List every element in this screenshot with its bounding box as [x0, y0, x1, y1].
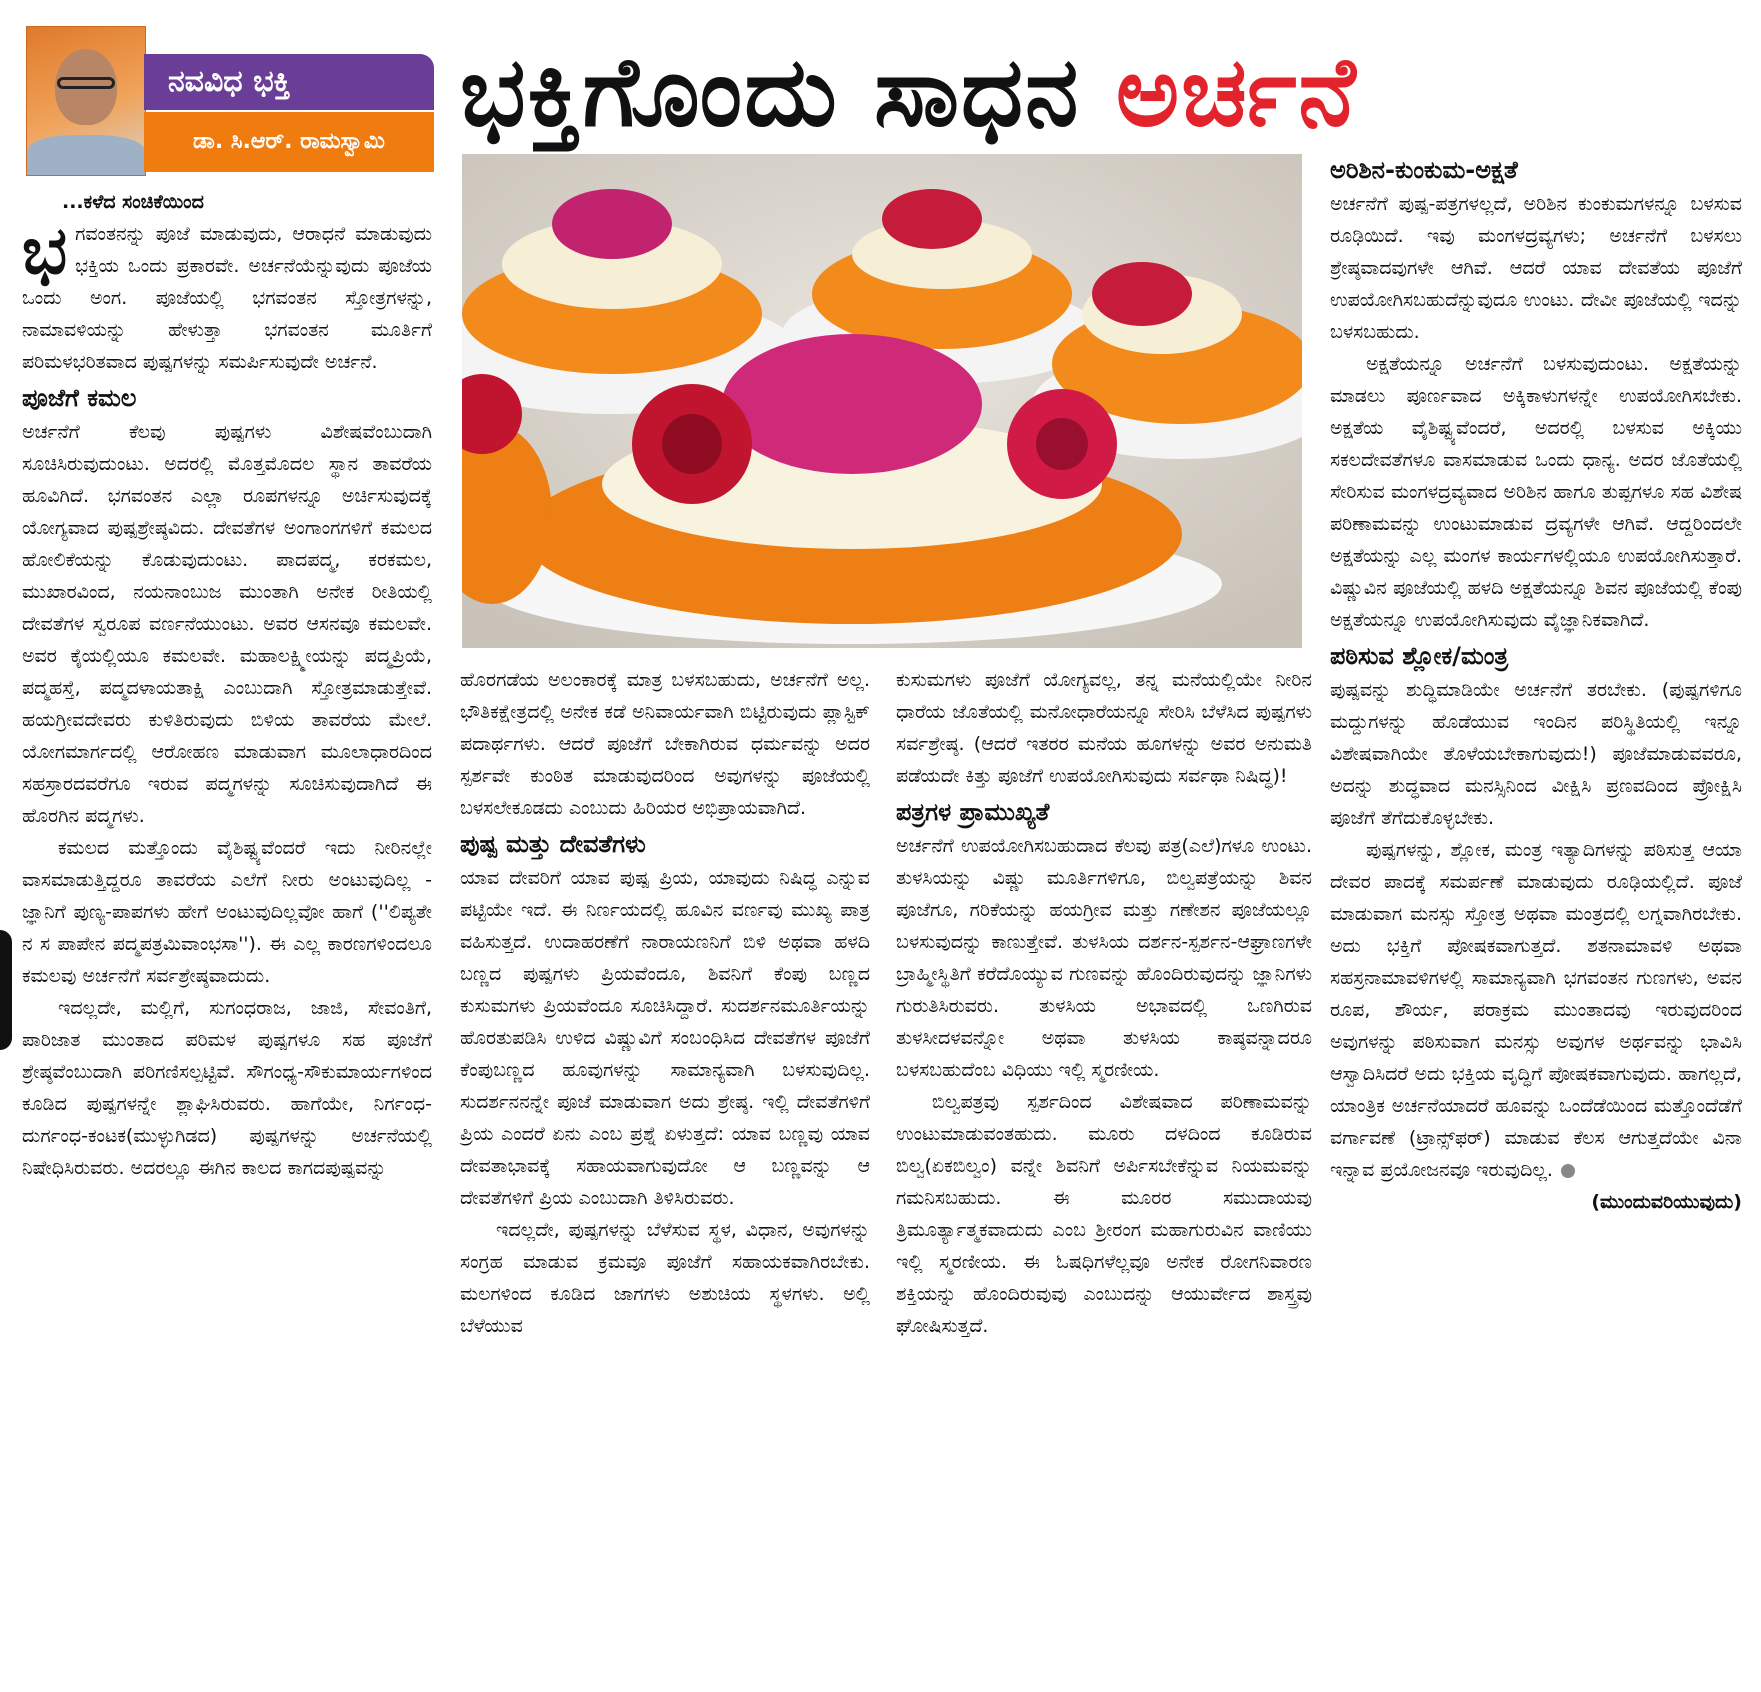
end-of-article-dot [1561, 1164, 1575, 1178]
section-heading: ಪತ್ರಗಳ ಪ್ರಾಮುಖ್ಯತೆ [896, 798, 1050, 826]
article-header [0, 0, 1761, 160]
paragraph: ಇದಲ್ಲದೇ, ಪುಷ್ಪಗಳನ್ನು ಬೆಳೆಸುವ ಸ್ಥಳ, ವಿಧಾನ, ಅವುಗಳನ್ನು ಸಂಗ್ರಹ ಮಾಡುವ ಕ್ರಮವೂ ಪೂಜೆಗೆ ಸಹಾಯಕವಾಗಿರಬೇಕು. ಮಲಗಳಿಂದ ಕೂಡಿದ ಜಾಗಗಳು ಅಶುಚಿಯ ಸ್ಥಳಗಳು. ಅಲ್ಲಿ ಬೆಳೆಯುವ [460, 1219, 870, 1337]
paragraph: ಇದಲ್ಲದೇ, ಮಲ್ಲಿಗೆ, ಸುಗಂಧರಾಜ, ಜಾಜಿ, ಸೇವಂತಿಗೆ, ಪಾರಿಜಾತ ಮುಂತಾದ ಪರಿಮಳ ಪುಷ್ಪಗಳೂ ಸಹ ಪೂಜೆಗೆ ಶ್ರೇಷ್ಠವೆಂಬುದಾಗಿ ಪರಿಗಣಿಸಲ್ಪಟ್ಟಿವೆ. ಸೌಗಂಧ್ಯ-ಸೌಕುಮಾರ್ಯಗಳಿಂದ ಕೂಡಿದ ಪುಷ್ಪಗಳನ್ನೇ ಶ್ಲಾಘಿಸಿರುವರು. ಹಾಗೆಯೇ, ನಿರ್ಗಂಧ-ದುರ್ಗಂಧ-ಕಂಟಕ(ಮುಳ್ಳುಗಿಡದ) ಪುಷ್ಪಗಳನ್ನು ಅರ್ಚನೆಯಲ್ಲಿ ನಿಷೇಧಿಸಿರುವರು. ಅದರಲ್ಲೂ ಈಗಿನ ಕಾಲದ ಕಾಗದಪುಷ್ಪವನ್ನು [22, 997, 432, 1179]
paragraph: ಅರ್ಚನೆಗೆ ಕೆಲವು ಪುಷ್ಪಗಳು ವಿಶೇಷವೆಂಬುದಾಗಿ ಸೂಚಿಸಿರುವುದುಂಟು. ಅದರಲ್ಲಿ ಮೊತ್ತಮೊದಲ ಸ್ಥಾನ ತಾವರೆಯ ಹೂವಿಗಿದೆ. ಭಗವಂತನ ಎಲ್ಲಾ ರೂಪಗಳನ್ನೂ ಅರ್ಚಿಸುವುದಕ್ಕೆ ಯೋಗ್ಯವಾದ ಪುಷ್ಪಶ್ರೇಷ್ಠವಿದು. ದೇವತೆಗಳ ಅಂಗಾಂಗಗಳಿಗೆ ಕಮಲದ ಹೋಲಿಕೆಯನ್ನು ಕೊಡುವುದುಂಟು. ಪಾದಪದ್ಮ, ಕರಕಮಲ, ಮುಖಾರವಿಂದ, ನಯನಾಂಬುಜ ಮುಂತಾಗಿ ಅನೇಕ ರೀತಿಯಲ್ಲಿ ದೇವತೆಗಳ ಸ್ವರೂಪ ವರ್ಣನೆಯುಂಟು. ಅವರ ಆಸನವೂ ಕಮಲವೇ. ಅವರ ಕೈಯಲ್ಲಿಯೂ ಕಮಲವೇ. ಮಹಾಲಕ್ಷ್ಮೀಯನ್ನು ಪದ್ಮಪ್ರಿಯೆ, ಪದ್ಮಹಸ್ತೆ, ಪದ್ಮದಳಾಯತಾಕ್ಷಿ ಎಂಬುದಾಗಿ ಸ್ತೋತ್ರಮಾಡುತ್ತೇವೆ. ಹಯಗ್ರೀವದೇವರು ಕುಳಿತಿರುವುದು ಬಿಳಿಯ ತಾವರೆಯ ಮೇಲೆ. ಯೋಗಮಾರ್ಗದಲ್ಲಿ ಆರೋಹಣ ಮಾಡುವಾಗ ಮೂಲಾಧಾರದಿಂದ ಸಹಸ್ರಾರದವರೆಗೂ ಇರುವ ಪದ್ಮಗಳನ್ನು ಸೂಚಿಸುವುದಾಗಿದೆ ಈ ಹೊರಗಿನ ಪದ್ಮಗಳು. [22, 421, 432, 827]
section-heading: ಪುಷ್ಪ ಮತ್ತು ದೇವತೆಗಳು [460, 830, 646, 858]
paragraph: ಹೊರಗಡೆಯ ಅಲಂಕಾರಕ್ಕೆ ಮಾತ್ರ ಬಳಸಬಹುದು, ಅರ್ಚನೆಗೆ ಅಲ್ಲ. ಭೌತಿಕಕ್ಷೇತ್ರದಲ್ಲಿ ಅನೇಕ ಕಡೆ ಅನಿವಾರ್ಯವಾಗಿ ಬಿಟ್ಟಿರುವುದು ಪ್ಲಾಸ್ಟಿಕ್ ಪದಾರ್ಥಗಳು. ಆದರೆ ಪೂಜೆಗೆ ಬೇಕಾಗಿರುವ ಧರ್ಮವನ್ನು ಅದರ ಸ್ಪರ್ಶವೇ ಕುಂಠಿತ ಮಾಡುವುದರಿಂದ ಅವುಗಳನ್ನು ಪೂಜೆಯಲ್ಲಿ ಬಳಸಲೇಕೂಡದು ಎಂಬುದು ಹಿರಿಯರ ಅಭಿಪ್ರಾಯವಾಗಿದೆ. [460, 669, 870, 819]
article-column-3 [896, 664, 1312, 1342]
paragraph: ಬಿಲ್ವಪತ್ರವು ಸ್ಪರ್ಶದಿಂದ ವಿಶೇಷವಾದ ಪರಿಣಾಮವನ್ನು ಉಂಟುಮಾಡುವಂತಹುದು. ಮೂರು ದಳದಿಂದ ಕೂಡಿರುವ ಬಿಲ್ವ(ಏಕಬಿಲ್ವಂ) ವನ್ನೇ ಶಿವನಿಗೆ ಅರ್ಪಿಸಬೇಕೆನ್ನುವ ನಿಯಮವನ್ನು ಗಮನಿಸಬಹುದು. ಈ ಮೂರರ ಸಮುದಾಯವು ತ್ರಿಮೂರ್ತ್ಯಾತ್ಮಕವಾದುದು ಎಂಬ ಶ್ರೀರಂಗ ಮಹಾಗುರುವಿನ ವಾಣಿಯು ಇಲ್ಲಿ ಸ್ಮರಣೀಯ. ಈ ಓಷಧಿಗಳೆಲ್ಲವೂ ಅನೇಕ ರೋಗನಿವಾರಣ ಶಕ್ತಿಯನ್ನು ಹೊಂದಿರುವುವು ಎಂಬುದನ್ನು ಆಯುರ್ವೇದ ಶಾಸ್ತ್ರವು ಘೋಷಿಸುತ್ತದೆ. [896, 1091, 1312, 1337]
section-heading: ಅರಿಶಿನ-ಕುಂಕುಮ-ಅಕ್ಷತೆ [1330, 156, 1518, 184]
paragraph: ಪುಷ್ಪವನ್ನು ಶುದ್ಧಿಮಾಡಿಯೇ ಅರ್ಚನೆಗೆ ತರಬೇಕು. (ಪುಷ್ಪಗಳಿಗೂ ಮದ್ದುಗಳನ್ನು ಹೊಡೆಯುವ ಇಂದಿನ ಪರಿಸ್ಥಿತಿಯಲ್ಲಿ ಇನ್ನೂ ವಿಶೇಷವಾಗಿಯೇ ತೊಳೆಯಬೇಕಾಗುವುದು!) ಪೂಜೆಮಾಡುವವರೂ, ಅದನ್ನು ಶುದ್ಧವಾದ ಮನಸ್ಸಿನಿಂದ ವೀಕ್ಷಿಸಿ ಪ್ರಣವದಿಂದ ಪ್ರೋಕ್ಷಿಸಿ ಪೂಜೆಗೆ ತೆಗೆದುಕೊಳ್ಳಬೇಕು. [1330, 679, 1742, 829]
continued-label: (ಮುಂದುವರಿಯುವುದು) [1591, 1191, 1742, 1213]
series-title: ನವವಿಧ ಭಕ್ತಿ [144, 54, 434, 110]
author-photo [26, 26, 146, 176]
dropcap: ಭ [22, 212, 68, 289]
paragraph: ಯಾವ ದೇವರಿಗೆ ಯಾವ ಪುಷ್ಪ ಪ್ರಿಯ, ಯಾವುದು ನಿಷಿದ್ಧ ಎನ್ನುವ ಪಟ್ಟಿಯೇ ಇದೆ. ಈ ನಿರ್ಣಯದಲ್ಲಿ ಹೂವಿನ ವರ್ಣವು ಮುಖ್ಯ ಪಾತ್ರ ವಹಿಸುತ್ತದೆ. ಉದಾಹರಣೆಗೆ ನಾರಾಯಣನಿಗೆ ಬಿಳಿ ಅಥವಾ ಹಳದಿ ಬಣ್ಣದ ಪುಷ್ಪಗಳು ಪ್ರಿಯವೆಂದೂ, ಶಿವನಿಗೆ ಕೆಂಪು ಬಣ್ಣದ ಕುಸುಮಗಳು ಪ್ರಿಯವೆಂದೂ ಸೂಚಿಸಿದ್ದಾರೆ. ಸುದರ್ಶನಮೂರ್ತಿಯನ್ನು ಹೊರತುಪಡಿಸಿ ಉಳಿದ ವಿಷ್ಣುವಿಗೆ ಸಂಬಂಧಿಸಿದ ದೇವತೆಗಳ ಪೂಜೆಗೆ ಕೆಂಪುಬಣ್ಣದ ಹೂವುಗಳನ್ನು ಸಾಮಾನ್ಯವಾಗಿ ಬಳಸುವುದಿಲ್ಲ. ಸುದರ್ಶನನನ್ನೇ ಪೂಜೆ ಮಾಡುವಾಗ ಅದು ಶ್ರೇಷ್ಠ. ಇಲ್ಲಿ ದೇವತೆಗಳಿಗೆ ಪ್ರಿಯ ಎಂದರೆ ಏನು ಎಂಬ ಪ್ರಶ್ನೆ ಏಳುತ್ತದೆ: ಯಾವ ಬಣ್ಣವು ಯಾವ ದೇವತಾಭಾವಕ್ಕೆ ಸಹಾಯವಾಗುವುದೋ ಆ ಬಣ್ಣವನ್ನು ಆ ದೇವತೆಗಳಿಗೆ ಪ್ರಿಯ ಎಂಬುದಾಗಿ ತಿಳಿಸಿರುವರು. [460, 867, 870, 1209]
article-column-2 [460, 664, 870, 1342]
flower-offering-photo [462, 154, 1302, 648]
headline [460, 22, 1358, 162]
section-heading: ಪಠಿಸುವ ಶ್ಲೋಕ/ಮಂತ್ರ [1330, 642, 1509, 670]
page-edge-mark [0, 930, 12, 1050]
paragraph: ಅರ್ಚನೆಗೆ ಪುಷ್ಪ-ಪತ್ರಗಳಲ್ಲದೆ, ಅರಿಶಿನ ಕುಂಕುಮಗಳನ್ನೂ ಬಳಸುವ ರೂಢಿಯಿದೆ. ಇವು ಮಂಗಳದ್ರವ್ಯಗಳು; ಅರ್ಚನೆಗೆ ಬಳಸಲು ಶ್ರೇಷ್ಠವಾದವುಗಳೇ ಆಗಿವೆ. ಆದರೆ ಯಾವ ದೇವತೆಯ ಪೂಜೆಗೆ ಉಪಯೋಗಿಸಬಹುದೆನ್ನುವುದೂ ಉಂಟು. ದೇವೀ ಪೂಜೆಯಲ್ಲಿ ಇದನ್ನು ಬಳಸಬಹುದು. [1330, 193, 1742, 343]
headline-main: ಭಕ್ತಿಗೊಂದು ಸಾಧನ [460, 36, 1081, 148]
paragraph: ಪುಷ್ಪಗಳನ್ನು, ಶ್ಲೋಕ, ಮಂತ್ರ ಇತ್ಯಾದಿಗಳನ್ನು ಪಠಿಸುತ್ತ ಆಯಾ ದೇವರ ಪಾದಕ್ಕೆ ಸಮರ್ಪಣೆ ಮಾಡುವುದು ರೂಢಿಯಲ್ಲಿದೆ. ಪೂಜೆ ಮಾಡುವಾಗ ಮನಸ್ಸು ಸ್ತೋತ್ರ ಅಥವಾ ಮಂತ್ರದಲ್ಲಿ ಲಗ್ನವಾಗಿರಬೇಕು. ಅದು ಭಕ್ತಿಗೆ ಪೋಷಕವಾಗುತ್ತದೆ. ಶತನಾಮಾವಳಿ ಅಥವಾ ಸಹಸ್ರನಾಮಾವಳಿಗಳಲ್ಲಿ ಸಾಮಾನ್ಯವಾಗಿ ಭಗವಂತನ ಗುಣಗಳು, ಅವನ ರೂಪ, ಶೌರ್ಯ, ಪರಾಕ್ರಮ ಮುಂತಾದವು ಇರುವುದರಿಂದ ಅವುಗಳನ್ನು ಪಠಿಸುವಾಗ ಮನಸ್ಸು ಅವುಗಳ ಅರ್ಥವನ್ನು ಭಾವಿಸಿ ಆಸ್ವಾದಿಸಿದರೆ ಅದು ಭಕ್ತಿಯ ವೃದ್ಧಿಗೆ ಪೋಷಕವಾಗುವುದು. ಹಾಗಲ್ಲದೆ, ಯಾಂತ್ರಿಕ ಅರ್ಚನೆಯಾದರೆ ಹೂವನ್ನು ಒಂದೆಡೆಯಿಂದ ಮತ್ತೊಂದೆಡೆಗೆ ವರ್ಗಾವಣೆ (ಟ್ರಾನ್ಸ್‌ಫರ್) ಮಾಡುವ ಕೆಲಸ ಆಗುತ್ತದೆಯೇ ವಿನಾ ಇನ್ನಾವ ಪ್ರಯೋಜನವೂ ಇರುವುದಿಲ್ಲ. [1330, 839, 1742, 1181]
paragraph: ಕುಸುಮಗಳು ಪೂಜೆಗೆ ಯೋಗ್ಯವಲ್ಲ, ತನ್ನ ಮನೆಯಲ್ಲಿಯೇ ನೀರಿನ ಧಾರೆಯ ಜೊತೆಯಲ್ಲಿ ಮನೋಧಾರೆಯನ್ನೂ ಸೇರಿಸಿ ಬೆಳೆಸಿದ ಪುಷ್ಪಗಳು ಸರ್ವಶ್ರೇಷ್ಠ. (ಆದರೆ ಇತರರ ಮನೆಯ ಹೂಗಳನ್ನು ಅವರ ಅನುಮತಿ ಪಡೆಯದೇ ಕಿತ್ತು ಪೂಜೆಗೆ ಉಪಯೋಗಿಸುವುದು ಸರ್ವಥಾ ನಿಷಿದ್ಧ)! [896, 669, 1312, 787]
paragraph: ಕಮಲದ ಮತ್ತೊಂದು ವೈಶಿಷ್ಟ್ಯವೆಂದರೆ ಇದು ನೀರಿನಲ್ಲೇ ವಾಸಮಾಡುತ್ತಿದ್ದರೂ ತಾವರೆಯ ಎಲೆಗೆ ನೀರು ಅಂಟುವುದಿಲ್ಲ - ಜ್ಞಾನಿಗೆ ಪುಣ್ಯ-ಪಾಪಗಳು ಹೇಗೆ ಅಂಟುವುದಿಲ್ಲವೋ ಹಾಗೆ (''ಲಿಪ್ಯತೇ ನ ಸ ಪಾಪೇನ ಪದ್ಮಪತ್ರಮಿವಾಂಭಸಾ''). ಈ ಎಲ್ಲ ಕಾರಣಗಳಿಂದಲೂ ಕಮಲವು ಅರ್ಚನೆಗೆ ಸರ್ವಶ್ರೇಷ್ಠವಾದುದು. [22, 837, 432, 987]
article-column-1 [22, 186, 432, 1184]
continued-from-label: ...ಕಳೆದ ಸಂಚಿಕೆಯಿಂದ [62, 191, 204, 213]
paragraph: ಅಕ್ಷತೆಯನ್ನೂ ಅರ್ಚನೆಗೆ ಬಳಸುವುದುಂಟು. ಅಕ್ಷತೆಯನ್ನು ಮಾಡಲು ಪೂರ್ಣವಾದ ಅಕ್ಕಿಕಾಳುಗಳನ್ನೇ ಉಪಯೋಗಿಸಬೇಕು. ಅಕ್ಷತೆಯ ವೈಶಿಷ್ಟ್ಯವೆಂದರೆ, ಅದರಲ್ಲಿ ಬಳಸುವ ಅಕ್ಕಿಯು ಸಕಲದೇವತೆಗಳೂ ವಾಸಮಾಡುವ ಒಂದು ಧಾನ್ಯ. ಅದರ ಜೊತೆಯಲ್ಲಿ ಸೇರಿಸುವ ಮಂಗಳದ್ರವ್ಯವಾದ ಅರಿಶಿನ ಹಾಗೂ ತುಪ್ಪಗಳೂ ಸಹ ವಿಶೇಷ ಪರಿಣಾಮವನ್ನು ಉಂಟುಮಾಡುವ ದ್ರವ್ಯಗಳೇ ಆಗಿವೆ. ಆದ್ದರಿಂದಲೇ ಅಕ್ಷತೆಯನ್ನು ಎಲ್ಲ ಮಂಗಳ ಕಾರ್ಯಗಳಲ್ಲಿಯೂ ಉಪಯೋಗಿಸುತ್ತಾರೆ. ವಿಷ್ಣುವಿನ ಪೂಜೆಯಲ್ಲಿ ಹಳದಿ ಅಕ್ಷತೆಯನ್ನೂ ಶಿವನ ಪೂಜೆಯಲ್ಲಿ ಕೆಂಪು ಅಕ್ಷತೆಯನ್ನೂ ಉಪಯೋಗಿಸುವುದು ವೈಜ್ಞಾನಿಕವಾಗಿದೆ. [1330, 353, 1742, 631]
section-heading: ಪೂಜೆಗೆ ಕಮಲ [22, 384, 137, 412]
paragraph: ಗವಂತನನ್ನು ಪೂಜೆ ಮಾಡುವುದು, ಆರಾಧನೆ ಮಾಡುವುದು ಭಕ್ತಿಯ ಒಂದು ಪ್ರಕಾರವೇ. ಅರ್ಚನೆಯೆನ್ನುವುದು ಪೂಜೆಯ ಒಂದು ಅಂಗ. ಪೂಜೆಯಲ್ಲಿ ಭಗವಂತನ ಸ್ತೋತ್ರಗಳನ್ನು, ನಾಮಾವಳಿಯನ್ನು ಹೇಳುತ್ತಾ ಭಗವಂತನ ಮೂರ್ತಿಗೆ ಪರಿಮಳಭರಿತವಾದ ಪುಷ್ಪಗಳನ್ನು ಸಮರ್ಪಿಸುವುದೇ ಅರ್ಚನೆ. [22, 223, 432, 373]
headline-accent: ಅರ್ಚನೆ [1115, 36, 1358, 148]
author-name: ಡಾ. ಸಿ.ಆರ್. ರಾಮಸ್ವಾಮಿ [144, 112, 434, 172]
paragraph: ಅರ್ಚನೆಗೆ ಉಪಯೋಗಿಸಬಹುದಾದ ಕೆಲವು ಪತ್ರ(ಎಲೆ)ಗಳೂ ಉಂಟು. ತುಳಸಿಯನ್ನು ವಿಷ್ಣು ಮೂರ್ತಿಗಳಿಗೂ, ಬಿಲ್ವಪತ್ರೆಯನ್ನು ಶಿವನ ಪೂಜೆಗೂ, ಗರಿಕೆಯನ್ನು ಹಯಗ್ರೀವ ಮತ್ತು ಗಣೇಶನ ಪೂಜೆಯಲ್ಲೂ ಬಳಸುವುದನ್ನು ಕಾಣುತ್ತೇವೆ. ತುಳಸಿಯ ದರ್ಶನ-ಸ್ಪರ್ಶನ-ಆಘ್ರಾಣಗಳೇ ಬ್ರಾಹ್ಮೀಸ್ಥಿತಿಗೆ ಕರೆದೊಯ್ಯುವ ಗುಣವನ್ನು ಹೊಂದಿರುವುದನ್ನು ಜ್ಞಾನಿಗಳು ಗುರುತಿಸಿರುವರು. ತುಳಸಿಯ ಅಭಾವದಲ್ಲಿ ಒಣಗಿರುವ ತುಳಸೀದಳವನ್ನೋ ಅಥವಾ ತುಳಸಿಯ ಕಾಷ್ಠವನ್ನಾದರೂ ಬಳಸಬಹುದೆಂಬ ವಿಧಿಯು ಇಲ್ಲಿ ಸ್ಮರಣೀಯ. [896, 835, 1312, 1081]
article-column-4 [1330, 150, 1742, 1218]
